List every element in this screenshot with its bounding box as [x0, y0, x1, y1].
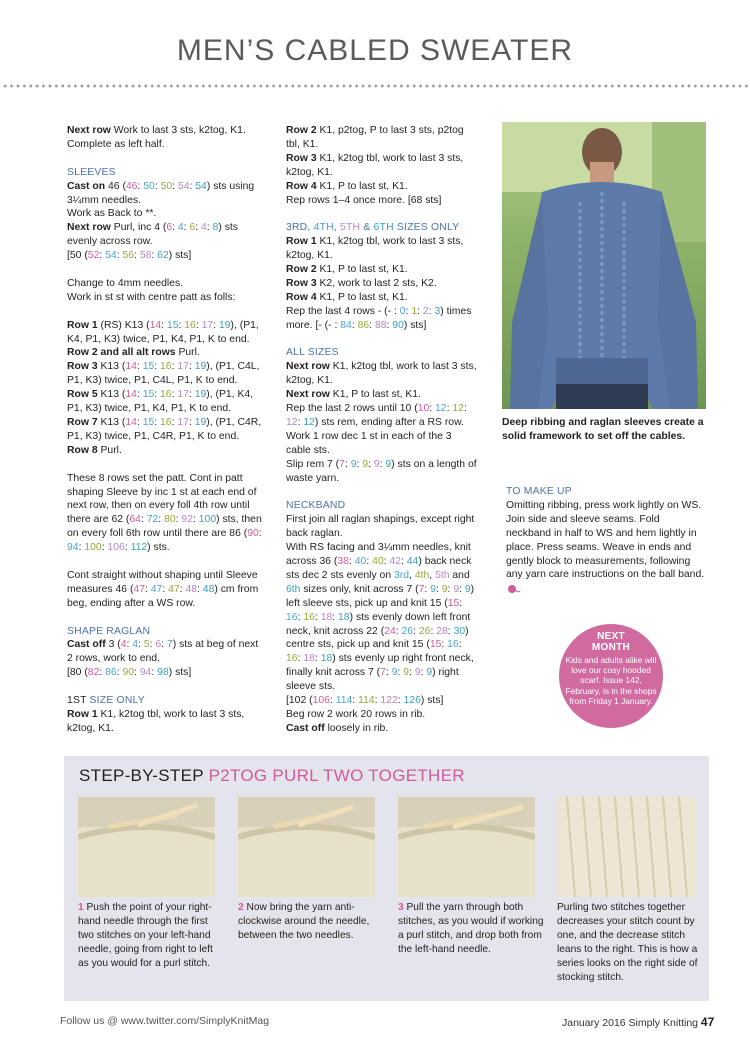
- next-month-badge: [559, 624, 663, 728]
- badge-text: Kids and adults alike will love our cosy hooded scarf. Issue 142, February, is in the shops from Friday 1 January.: [565, 655, 657, 706]
- shape-raglan-heading: SHAPE RAGLAN: [67, 625, 151, 637]
- step-1-photo: [78, 797, 215, 897]
- all-dec-row: Work 1 row dec 1 st in each of the 3 cable sts.: [286, 430, 452, 456]
- sizes-row-4: Row 4 K1, P to last st, K1.: [286, 291, 408, 303]
- row-1: Row 1 (RS) K13 (14: 15: 16: 17: 19), (P1, K4, P1, K3) twice, P1, K4, P1, K to end.: [67, 319, 259, 345]
- stocking-stitch-photo: [557, 797, 695, 897]
- sleeves-stitch-count: [50 (52: 54: 56: 58: 62) sts]: [67, 250, 192, 262]
- page-title: MEN’S CABLED SWEATER: [176, 34, 574, 67]
- step-by-step-title: STEP-BY-STEP P2TOG PURL TWO TOGETHER: [79, 766, 465, 785]
- all-repeat: Rep the last 2 rows until 10 (10: 12: 12: 12: 12) sts rem, ending after a RS row.: [286, 403, 467, 428]
- sleeves-line: Work as Back to **.: [67, 208, 157, 220]
- col-b-row-2: Row 2 K1, p2tog, P to last 3 sts, p2tog tbl, K1.: [286, 125, 464, 150]
- sizes-repeat: Rep the last 4 rows - (- : 0: 1: 2: 3) times more. [- (- : 84: 86: 88: 90) sts]: [286, 305, 472, 331]
- column-middle: [286, 124, 478, 736]
- make-up-heading: TO MAKE UP: [506, 486, 572, 497]
- step-1-text: 1 Push the point of your right-hand needle through the first two stitches on your left-hand needle, going from right to left as you would for a purl stitch.: [78, 902, 213, 969]
- sizes-row-3: Row 3 K2, work to last 2 sts, K2.: [286, 277, 437, 289]
- sweater-back-photo: [502, 122, 706, 409]
- column-left: [67, 124, 262, 736]
- neckband-rib: Beg row 2 work 20 rows in rib.: [286, 709, 426, 721]
- row-3: Row 3 K13 (14: 15: 16: 17: 19), (P1, C4L, P1, K3) twice, P1, C4L, P1, K to end.: [67, 361, 260, 387]
- dotted-divider: [2, 84, 748, 88]
- neckband-stitch-count: [102 (106: 114: 114: 122: 126) sts]: [286, 695, 444, 707]
- col-b-repeat: Rep rows 1–4 once more. [68 sts]: [286, 194, 442, 206]
- step-2-photo: [238, 797, 375, 897]
- sleeves-heading: SLEEVES: [67, 166, 116, 178]
- row-2-alt: Row 2 and all alt rows Purl.: [67, 347, 200, 359]
- page-number: 47: [700, 1015, 715, 1029]
- sizes-row-2: Row 2 K1, P to last st, K1.: [286, 264, 408, 276]
- row-8: Row 8 Purl.: [67, 444, 122, 456]
- col-b-row-3: Row 3 K1, k2tog tbl, work to last 3 sts, k2tog, K1.: [286, 152, 464, 178]
- badge-title-next: NEXT: [597, 631, 625, 642]
- sleeves-cast-on: Cast on 46 (46: 50: 50: 54: 54) sts using 3¼mm needles.: [67, 180, 255, 206]
- row-5: Row 5 K13 (14: 15: 16: 17: 19), (P1, K4, P1, K3) twice, P1, K4, P1, K to end.: [67, 389, 254, 415]
- row-7: Row 7 K13 (14: 15: 16: 17: 19), (P1, C4R, P1, K3) twice, P1, C4R, P1, K to end.: [67, 416, 262, 442]
- step-summary-text: Purling two stitches together decreases your stitch count by one, and the decrease stitch leans to the right. This is how a series looks on the right side of stocking stitch.: [557, 902, 698, 983]
- change-needles: Change to 4mm needles.: [67, 277, 184, 289]
- footer-twitter-link[interactable]: Follow us @ www.twitter.com/SimplyKnitMag: [60, 1015, 270, 1027]
- sleeve-shaping: These 8 rows set the patt. Cont in patt shaping Sleeve by inc 1 st at each end of next row, then on every foll 4th row until there are 62 (64: 72: 80: 92: 100) sts, then on every foll 6th row until there are 86 (90: 94: 100: 106: 112) sts.: [67, 472, 262, 554]
- work-pattern: Work in st st with centre patt as folls:: [67, 291, 236, 303]
- next-row-complete: Next row Work to last 3 sts, k2tog, K1. Complete as left half.: [67, 125, 246, 150]
- neckband-join: First join all raglan shapings, except right back raglan.: [286, 514, 475, 540]
- all-next-row-2: Next row K1, P to last st, K1.: [286, 389, 421, 401]
- yarn-ball-icon: [506, 584, 520, 594]
- raglan-cast-off: Cast off 3 (4: 4: 5: 6: 7) sts at beg of next 2 rows, work to end.: [67, 639, 259, 665]
- make-up-text: Omitting ribbing, press work lightly on WS. Join side and sleeve seams. Fold neckband in half to WS and hem lightly in place. Press seams. Weave in ends and gently block to measurements, following any yarn care instructions on the ball band.: [506, 499, 706, 596]
- neckband-cast-off: Cast off loosely in rib.: [286, 722, 389, 734]
- first-size-row-1: Row 1 K1, k2tog tbl, work to last 3 sts, k2tog, K1.: [67, 708, 245, 734]
- column-right: [506, 485, 706, 596]
- photo-caption: Deep ribbing and raglan sleeves create a solid framework to set off the cables.: [502, 417, 704, 442]
- sizes-3-6-heading: 3RD, 4TH, 5TH & 6TH SIZES ONLY: [286, 222, 460, 234]
- all-sizes-heading: ALL SIZES: [286, 347, 339, 359]
- neckband-heading: NECKBAND: [286, 500, 346, 512]
- step-2-text: 2 Now bring the yarn anti-clockwise around the needle, between the two needles.: [238, 902, 370, 941]
- all-next-row-1: Next row K1, k2tog tbl, work to last 3 sts, k2tog, K1.: [286, 361, 477, 387]
- step-3-text: 3 Pull the yarn through both stitches, as you would if working a purl stitch, and drop both from the left-hand needle.: [398, 902, 544, 955]
- sleeve-length: Cont straight without shaping until Sleeve measures 46 (47: 47: 47: 48: 48) cm from beg, ending after a WS row.: [67, 569, 259, 609]
- neckband-pickup: With RS facing and 3¼mm needles, knit across 36 (38: 40: 40: 42: 44) back neck sts dec 2 sts evenly on 3rd, 4th, 5th and 6th sizes only, knit across 7 (7: 9: 9: 9: 9) left sleeve sts, pick up and knit 15 (15: 16: 16: 18: 18) sts evenly down left front neck, knit across 22 (24: 26: 26: 28: 30) centre sts, pick up and knit 15 (15: 16: 16: 18: 18) sts evenly up right front neck, finally knit across 7 (7: 9: 9: 9: 9) right sleeve sts.: [286, 542, 475, 693]
- sizes-row-1: Row 1 K1, k2tog tbl, work to last 3 sts, k2tog, K1.: [286, 236, 464, 262]
- step-3-photo: [398, 797, 535, 897]
- sweater-illustration: [502, 122, 706, 409]
- col-b-row-4: Row 4 K1, P to last st, K1.: [286, 180, 408, 192]
- raglan-stitch-count: [80 (82: 86: 90: 94: 98) sts]: [67, 667, 192, 679]
- badge-title-month: MONTH: [591, 642, 631, 653]
- all-slip: Slip rem 7 (7: 9: 9: 9: 9) sts on a length of waste yarn.: [286, 458, 477, 484]
- footer-issue: January 2016 Simply Knitting 47: [562, 1015, 715, 1029]
- sleeves-next-row: Next row Purl, inc 4 (6: 4: 6: 4: 8) sts evenly across row.: [67, 222, 238, 248]
- first-size-heading: 1ST SIZE ONLY: [67, 695, 145, 707]
